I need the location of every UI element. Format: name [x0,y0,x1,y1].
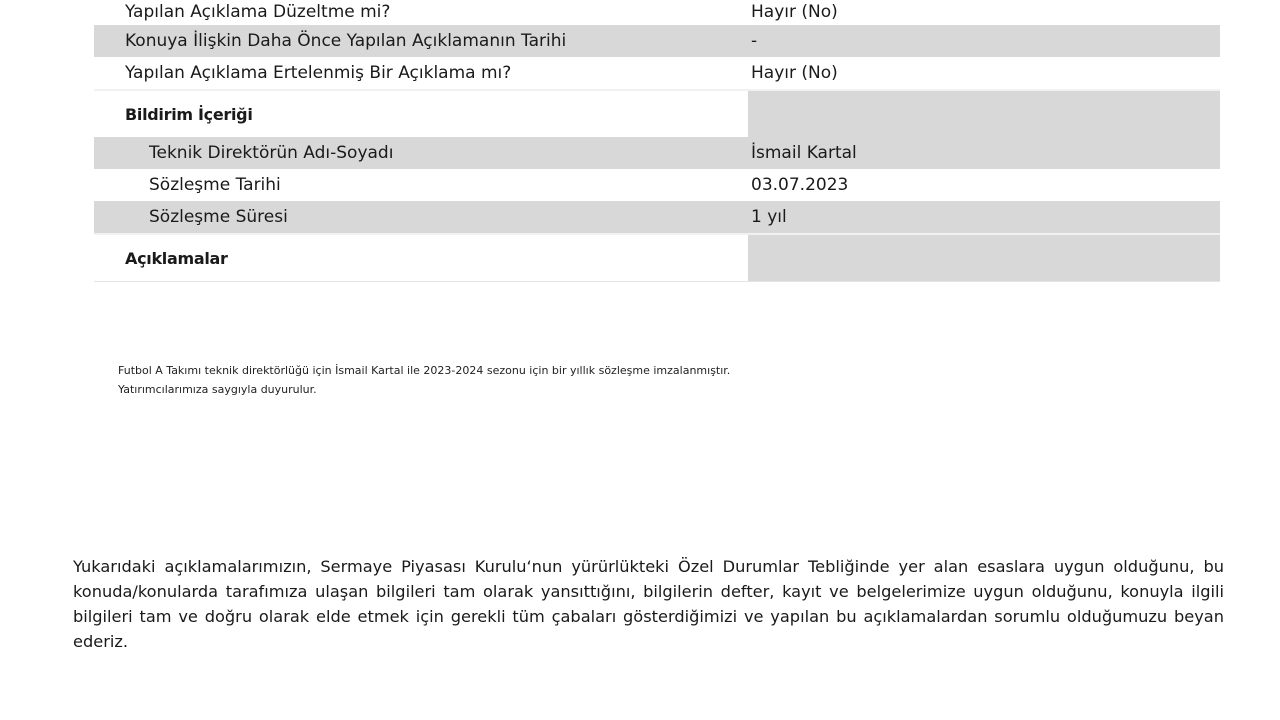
table-row [94,201,1220,233]
disclaimer-paragraph: Yukarıdaki açıklamalarımızın, Sermaye Piyasası Kurulu‘nun yürürlükteki Özel Durumlar Tebliğinde yer alan esaslara uygun olduğunu, bu konuda/konularda tarafımıza ulaşan bilgileri tam olarak yansıttığını, bilgilerin defter, kayıt ve belgelerimize uygun olduğunu, konuyla ilgili bilgileri tam ve doğru olarak elde etmek için gerekli tüm çabaları gösterdiğimizi ve yapılan bu açıklamalardan sorumlu olduğumuzu beyan ederiz. [73,557,1224,651]
table-row [94,0,1220,25]
section-title: Bildirim İçeriği [94,91,748,137]
note-line: Yatırımcılarımıza saygıyla duyurulur. [118,383,317,396]
row-value: - [748,25,1220,57]
row-value: 03.07.2023 [748,169,1220,201]
row-value: Hayır (No) [748,57,1220,89]
table-row [94,57,1220,89]
section-value-box [748,235,1220,281]
table-row [94,25,1220,57]
section-header-row [94,89,1220,137]
row-label: Sözleşme Süresi [94,201,748,233]
row-label: Teknik Direktörün Adı-Soyadı [94,137,748,169]
table-row [94,137,1220,169]
row-value: Hayır (No) [748,0,1220,25]
section-value-box [748,91,1220,137]
row-label: Konuya İlişkin Daha Önce Yapılan Açıklamanın Tarihi [94,25,748,57]
row-label: Sözleşme Tarihi [94,169,748,201]
table-row [94,169,1220,201]
announcement-note [118,361,730,399]
disclosure-table [94,0,1220,282]
row-value: İsmail Kartal [748,137,1220,169]
row-value: 1 yıl [748,201,1220,233]
section-title: Açıklamalar [94,235,748,281]
row-label: Yapılan Açıklama Düzeltme mi? [94,0,748,25]
row-label: Yapılan Açıklama Ertelenmiş Bir Açıklama mı? [94,57,748,89]
note-line: Futbol A Takımı teknik direktörlüğü için İsmail Kartal ile 2023-2024 sezonu için bir yıllık sözleşme imzalanmıştır. [118,364,731,377]
section-header-row [94,233,1220,281]
